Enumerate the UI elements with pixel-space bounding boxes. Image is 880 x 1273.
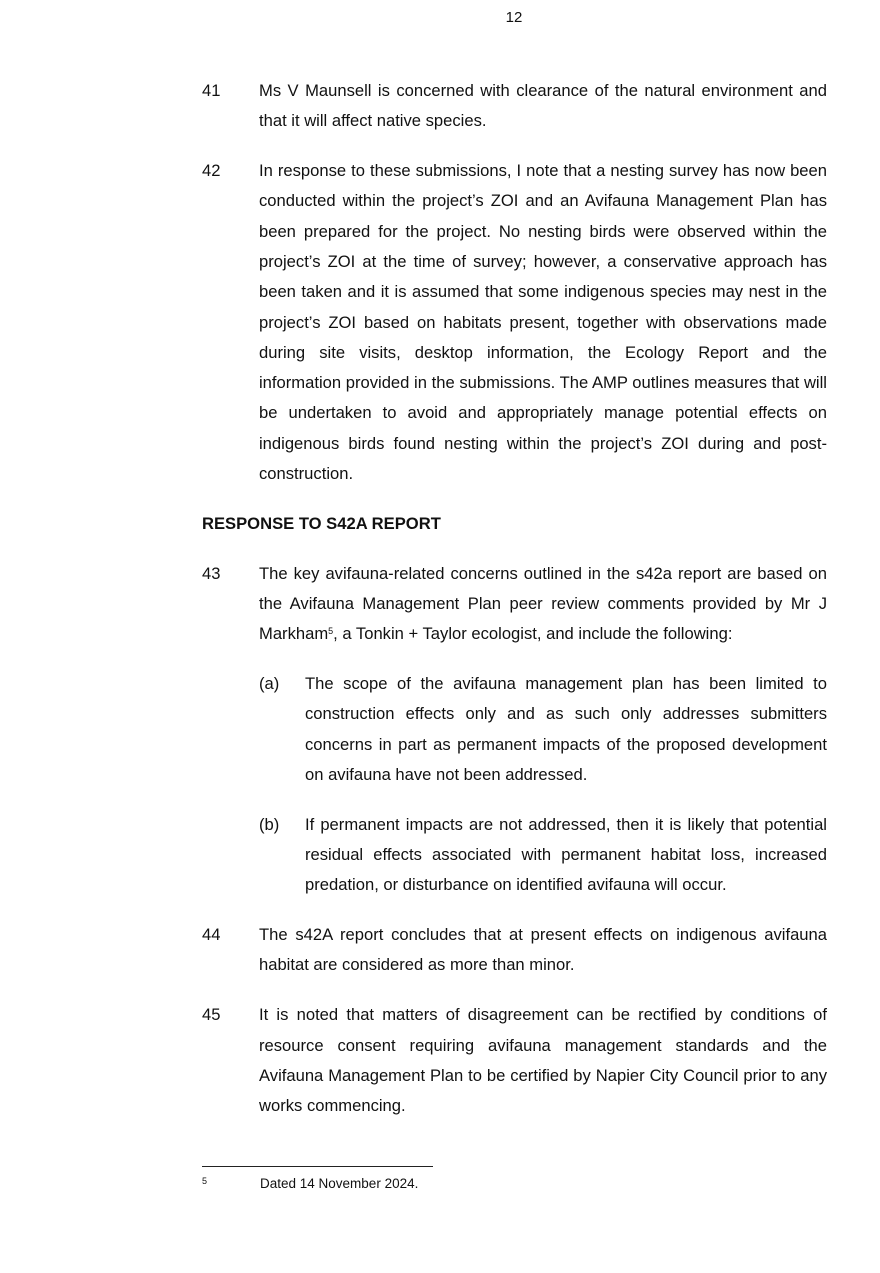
paragraph-44 [202, 920, 827, 981]
sub-item-text: If permanent impacts are not addressed, then it is likely that potential residual effects associated with permanent habitat loss, increased predation, or disturbance on identified avifauna will occur. [305, 814, 827, 895]
paragraph-number: 44 [202, 925, 221, 945]
footnote-reference[interactable]: 5 [328, 626, 334, 637]
paragraph-text-after-footnote: , a Tonkin + Taylor ecologist, and include the following: [333, 624, 733, 644]
footnote-number: 5 [202, 1176, 208, 1186]
paragraph-41 [202, 76, 827, 137]
footnote-text: Dated 14 November 2024. [260, 1176, 419, 1191]
section-heading: RESPONSE TO S42A REPORT [202, 513, 441, 533]
paragraph-text [259, 559, 827, 650]
paragraph-number: 41 [202, 81, 221, 100]
paragraph-number: 42 [202, 161, 221, 181]
paragraph-42 [202, 156, 827, 489]
paragraph-text-before-footnote: The key avifauna-related concerns outlined in the s42a report are based on the Avifauna Management Plan peer review comments provided by Mr J Markham [259, 563, 827, 644]
sub-item-label: (b) [259, 814, 280, 834]
paragraph-number: 43 [202, 563, 221, 583]
paragraph-45 [202, 1000, 827, 1121]
document-body [202, 76, 827, 1141]
footnote-separator [202, 1166, 433, 1167]
sub-item-a [259, 669, 827, 790]
paragraph-43 [202, 559, 827, 650]
paragraph-number: 45 [202, 1005, 221, 1025]
sub-item-text: The scope of the avifauna management plan has been limited to construction effects only and as such only addresses submitters concerns in part as permanent impacts of the proposed development on avifauna have not been addressed. [305, 674, 827, 784]
paragraph-text: Ms V Maunsell is concerned with clearance of the natural environment and that it will affect native species. [259, 81, 827, 131]
paragraph-text: The s42A report concludes that at present effects on indigenous avifauna habitat are considered as more than minor. [259, 925, 827, 975]
sub-item-b [259, 810, 827, 901]
paragraph-text: It is noted that matters of disagreement can be rectified by conditions of resource consent requiring avifauna management standards and the Avifauna Management Plan to be certified by Napier City Council prior to any works commencing. [259, 1005, 827, 1116]
footnote [202, 1175, 418, 1193]
paragraph-text: In response to these submissions, I note that a nesting survey has now been conducted within the project’s ZOI and an Avifauna Management Plan has been prepared for the project. No nesting birds were observed within the project’s ZOI at the time of survey; however, a conservative approach has been taken and it is assumed that some indigenous species may nest in the project’s ZOI based on habitats present, together with observations made during site visits, desktop information, the Ecology Report and the information provided in the submissions. The AMP outlines measures that will be undertaken to avoid and appropriately manage potential effects on indigenous birds found nesting within the project’s ZOI during and post-construction. [259, 161, 827, 484]
page-number: 12 [505, 9, 523, 26]
sub-item-label: (a) [259, 674, 280, 694]
